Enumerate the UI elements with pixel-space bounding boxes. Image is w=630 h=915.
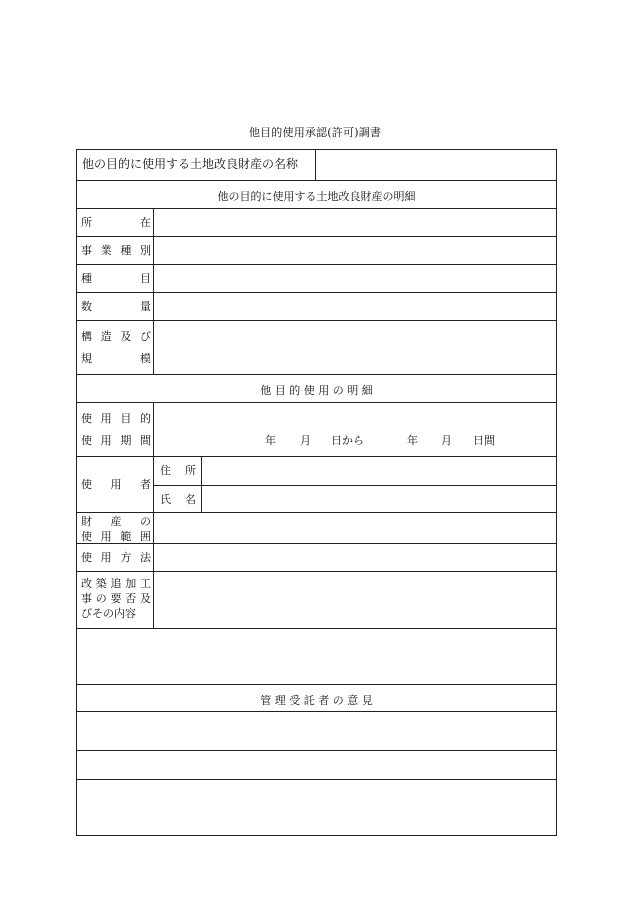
user-label [81, 478, 151, 491]
scope-char-4: 囲 [139, 530, 151, 543]
address-char-1: 住 [160, 464, 171, 477]
use-period-char-3: 期 [120, 434, 132, 447]
business-type-char-1: 事 [81, 244, 92, 257]
renovation-char-10: 及 [140, 592, 151, 605]
opinion-blank-row-2 [77, 750, 556, 779]
period-month-2: 月 [441, 434, 452, 447]
user-char-3: 者 [140, 478, 151, 491]
location-row [77, 208, 556, 236]
quantity-char-1: 数 [81, 300, 92, 313]
renovation-label-line-1 [81, 577, 151, 590]
use-purpose-period-row [77, 402, 556, 456]
use-method-char-4: 法 [139, 551, 151, 564]
asset-scope-char-3: の [140, 515, 151, 528]
use-period-label [81, 434, 151, 447]
structure-char-4: び [139, 330, 151, 343]
renovation-char-8: 要 [110, 592, 122, 605]
scale-char-1: 規 [81, 352, 92, 365]
renovation-label-line-3: びその内容 [81, 607, 136, 620]
location-char-1: 所 [81, 216, 92, 229]
use-purpose-char-4: 的 [139, 412, 151, 425]
period-day-2: 日間 [473, 434, 495, 447]
blank-row-1 [77, 628, 556, 684]
user-row [77, 456, 556, 512]
renovation-char-2: 築 [95, 577, 107, 590]
name-label [160, 493, 196, 506]
asset-scope-label-line-2 [81, 530, 151, 543]
use-purpose-char-1: 使 [81, 412, 92, 425]
renovation-char-6: 事 [81, 592, 92, 605]
location-label [81, 216, 151, 229]
business-type-char-4: 別 [139, 244, 151, 257]
user-char-2: 用 [110, 478, 122, 491]
other-use-header-row [77, 374, 556, 402]
asset-scope-char-2: 産 [110, 515, 122, 528]
structure-char-1: 構 [81, 330, 92, 343]
business-type-char-3: 種 [120, 244, 132, 257]
renovation-row [77, 571, 556, 628]
business-type-label [81, 244, 151, 257]
structure-label-line-2 [81, 352, 151, 365]
business-type-row [77, 236, 556, 264]
renovation-char-5: 工 [140, 577, 151, 590]
use-period-char-4: 間 [139, 434, 151, 447]
structure-row [77, 320, 556, 374]
period-year-1: 年 [265, 434, 276, 447]
category-label [81, 272, 151, 285]
renovation-char-7: の [95, 592, 107, 605]
business-type-char-2: 業 [100, 244, 112, 257]
structure-char-2: 造 [100, 330, 112, 343]
use-period-char-2: 用 [100, 434, 112, 447]
use-method-row [77, 543, 556, 571]
renovation-label-line-2 [81, 592, 151, 605]
period-month-1: 月 [300, 434, 311, 447]
asset-scope-char-1: 財 [81, 515, 92, 528]
renovation-char-9: 否 [125, 592, 137, 605]
use-method-char-2: 用 [100, 551, 112, 564]
asset-name-label: 他の目的に使用する土地改良財産の名称 [82, 157, 299, 171]
use-period-char-1: 使 [81, 434, 92, 447]
renovation-char-3: 追 [110, 577, 122, 590]
use-method-label [81, 551, 151, 564]
address-label [160, 464, 196, 477]
asset-name-row [77, 150, 556, 180]
asset-detail-header: 他の目的に使用する土地改良財産の明細 [217, 190, 416, 203]
manager-opinion-header: 管 理 受 託 者 の 意 見 [260, 694, 373, 707]
location-char-2: 在 [140, 216, 151, 229]
use-purpose-char-2: 用 [100, 412, 112, 425]
category-char-2: 目 [140, 272, 151, 285]
category-row [77, 264, 556, 292]
renovation-char-4: 加 [125, 577, 137, 590]
document-title: 他目的使用承認(許可)調書 [248, 126, 382, 139]
manager-opinion-header-row [77, 684, 556, 711]
opinion-blank-row-3 [77, 779, 556, 835]
scope-char-2: 用 [100, 530, 112, 543]
use-purpose-label [81, 412, 151, 425]
scope-char-3: 範 [120, 530, 132, 543]
period-day-1: 日から [331, 434, 364, 447]
structure-label-line-1 [81, 330, 151, 343]
asset-detail-header-row [77, 180, 556, 208]
address-char-2: 所 [185, 464, 196, 477]
scale-char-2: 模 [140, 352, 151, 365]
quantity-row [77, 292, 556, 320]
scope-char-1: 使 [81, 530, 92, 543]
user-char-1: 使 [81, 478, 92, 491]
period-year-2: 年 [407, 434, 418, 447]
form-table [76, 149, 557, 836]
name-char-1: 氏 [160, 493, 171, 506]
use-purpose-char-3: 目 [120, 412, 132, 425]
structure-char-3: 及 [120, 330, 132, 343]
renovation-char-1: 改 [81, 577, 92, 590]
use-method-char-3: 方 [120, 551, 132, 564]
category-char-1: 種 [81, 272, 92, 285]
asset-scope-label-line-1 [81, 515, 151, 528]
asset-scope-row [77, 512, 556, 543]
quantity-label [81, 300, 151, 313]
name-char-2: 名 [185, 493, 196, 506]
use-method-char-1: 使 [81, 551, 92, 564]
other-use-header: 他 目 的 使 用 の 明 細 [260, 384, 373, 397]
quantity-char-2: 量 [140, 300, 151, 313]
opinion-blank-row-1 [77, 711, 556, 750]
